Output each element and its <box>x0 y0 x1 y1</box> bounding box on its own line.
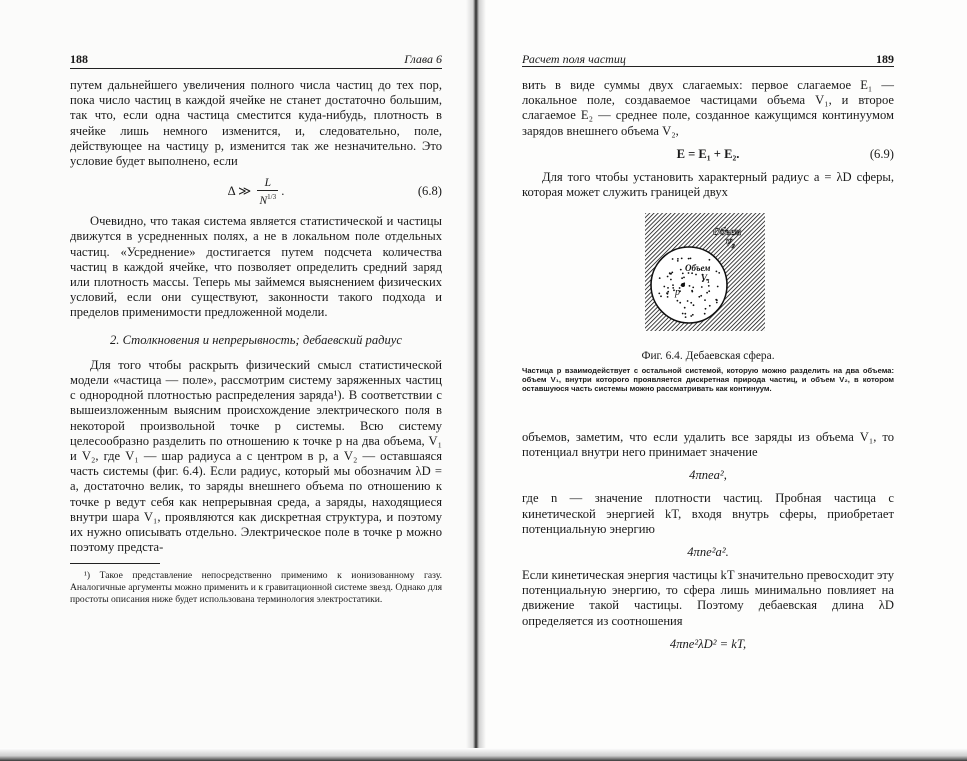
charge-dot <box>716 302 718 304</box>
figure-caption-note: Частица p взаимодействует с остальной системой, которую можно разделить на два объема: объем V₁, внутри которого проявляется дискретная природа частиц, и объем V₂, в котором оставшуюся часть системы можно рассматривать как континуум. <box>522 366 894 393</box>
charge-dot <box>679 302 681 304</box>
charge-dot <box>701 286 703 288</box>
charge-dot <box>698 296 700 298</box>
paragraph: Для того чтобы раскрыть физический смысл статистической модели «частица — поле», рассмотрим систему заряженных частиц с однородной плотностью распределения заряда¹). В соответствии с вышеизложенным выясним происхождение электрического поля в некоторой произвольной точке p системы. Всю систему целесообразно разделить по отношению к точке p на два объема, V₁ и V₂, где V₁ — шар радиуса a с центром в p, а V₂ — оставшаяся часть системы (фиг. 6.4). Если радиус, который мы обозначим λD = a, достаточно велик, то заряды внешнего объема по отношению к точке p ведут себя как непрерывная среда, а заряды, находящиеся внутри шара V₁, проявляются как дискретная структура, и поэтому их нужно описывать отдельно. Электрическое поле в точке p можно поэтому предста- <box>70 357 442 555</box>
debye-sphere-figure <box>645 213 765 331</box>
charge-dot <box>704 313 706 315</box>
charge-dot <box>692 314 694 316</box>
charge-dot <box>704 299 706 301</box>
charge-dot <box>700 295 702 297</box>
charge-dot <box>690 302 692 304</box>
book-gutter <box>466 0 486 761</box>
eq-numerator: L <box>257 177 278 191</box>
charge-dot <box>672 258 674 260</box>
charge-dot <box>677 258 679 260</box>
left-column <box>70 78 442 605</box>
charge-dot <box>687 300 689 302</box>
charge-dot <box>717 286 719 288</box>
charge-dot <box>705 308 707 310</box>
charge-dot <box>709 259 711 261</box>
charge-dot <box>708 290 710 292</box>
charge-dot <box>684 313 686 315</box>
running-head: Расчет поля частиц <box>522 52 626 66</box>
charge-dot <box>681 258 683 260</box>
inner-label-v1: V₁ <box>701 273 711 283</box>
charge-dot <box>667 287 669 289</box>
charge-dot <box>680 269 682 271</box>
footnote: ¹) Такое представление непосредственно применимо к ионизованному газу. Аналогичные аргументы можно применить и к гравитационной системе звезд. Однако для простоты описания ниже будет использована терминология электростатики. <box>70 570 442 605</box>
outer-label-v2: V₂ <box>725 238 736 249</box>
charge-dot <box>663 286 665 288</box>
eq-expression: E = E₁ + E₂. <box>676 146 740 161</box>
right-column-bottom <box>522 430 894 660</box>
charge-dot <box>658 293 660 295</box>
charge-dot <box>685 316 687 318</box>
charge-dot <box>691 290 693 292</box>
charge-dot <box>682 273 684 275</box>
charge-dot <box>683 277 685 279</box>
inner-label: Объем <box>685 263 711 273</box>
equation-energy: 4πne²a². <box>687 545 729 560</box>
charge-dot <box>688 258 690 260</box>
charge-dot <box>667 296 669 298</box>
charge-dot <box>706 292 708 294</box>
charge-dot <box>684 307 686 309</box>
charge-dot <box>667 276 669 278</box>
charge-dot <box>670 279 672 281</box>
equation-6-8 <box>70 175 442 207</box>
page-bottom-edge <box>0 748 967 761</box>
point-label: p <box>675 287 680 298</box>
equation-6-9 <box>522 145 894 163</box>
eq-denominator <box>257 191 278 208</box>
paragraph: путем дальнейшего увеличения полного числа частиц до тех пор, пока число частиц в каждой ячейке не станет достаточно большим, так что, если одна частица сместится куда-нибудь, плотность в ячейке лишь немного изменится, и, следовательно, поле, действующее на частицу p, изменится так же незначительно. Это условие будет выполнено, если <box>70 78 442 169</box>
charge-dot <box>681 277 683 279</box>
charge-dot <box>667 291 669 293</box>
paragraph: где n — значение плотности частиц. Пробная частица с кинетической энергией kT, входя внутрь сферы, приобретает потенциальную энергию <box>522 491 894 536</box>
section-heading: 2. Столкновения и непрерывность; дебаевский радиус <box>110 332 402 347</box>
figure-caption: Фиг. 6.4. Дебаевская сфера. <box>641 350 775 362</box>
figure-svg <box>645 213 765 331</box>
paragraph: вить в виде суммы двух слагаемых: первое слагаемое E₁ — локальное поле, создаваемое частицами объема V₁, и второе слагаемое E₂ — среднее поле, созданное кажущимся континуумом зарядов внешнего объема V₂, <box>522 78 894 138</box>
right-column-top <box>522 78 894 200</box>
charge-dot <box>671 272 673 274</box>
charge-dot <box>709 305 711 307</box>
paragraph: Если кинетическая энергия частицы kT значительно превосходит эту потенциальную энергию, то сфера лишь минимально повлияет на движение такой частицы. Поэтому дебаевская длина λD определяется из соотношения <box>522 568 894 628</box>
page-number: 189 <box>876 52 894 66</box>
charge-dot <box>690 315 692 317</box>
charge-dot <box>677 300 679 302</box>
charge-dot <box>659 277 661 279</box>
charge-dot <box>677 260 679 262</box>
equation-debye: 4πne²λD² = kT, <box>669 636 747 651</box>
charge-dot <box>672 287 674 289</box>
charge-dot <box>716 299 718 301</box>
eq-denominator-base: N <box>259 194 268 207</box>
running-head: Глава 6 <box>404 52 442 66</box>
charge-dot <box>718 272 720 274</box>
charge-dot <box>660 295 662 297</box>
paragraph: Очевидно, что такая система является статистической и частицы движутся в усредненных полях, а не в локальном поле отдельных частиц. «Усреднение» достигается путем подсчета количества частиц в каждой ячейке, что позволяет определить средний заряд или плотность массы. Теперь мы займемся выяснением физических условий, если они существуют, законности такого подхода и пределов применимости предложенной модели. <box>70 214 442 320</box>
page-number: 188 <box>70 52 88 66</box>
charge-dot <box>689 285 691 287</box>
header-rule <box>70 68 442 69</box>
charge-dot <box>667 293 669 295</box>
eq-denominator-exponent: 1/3 <box>267 192 277 201</box>
charge-dot <box>695 274 697 276</box>
charge-dot <box>693 304 695 306</box>
charge-dot <box>716 271 718 273</box>
eq-lhs: Δ ≫ <box>227 184 252 199</box>
footnote-rule <box>70 563 160 564</box>
equation-number: (6.8) <box>417 184 442 199</box>
charge-dot <box>672 284 674 286</box>
charge-dot <box>708 285 710 287</box>
equation-potential: 4πnea², <box>689 468 727 483</box>
charge-dot <box>692 287 694 289</box>
charge-dot <box>682 313 684 315</box>
eq-fraction <box>257 177 278 208</box>
eq-tail: . <box>281 184 285 199</box>
charge-dot <box>690 258 692 260</box>
charge-dot <box>669 272 671 274</box>
particle-p <box>681 283 685 287</box>
outer-label: Объем <box>713 227 742 238</box>
paragraph: объемов, заметим, что если удалить все заряды из объема V₁, то потенциал внутри него принимает значение <box>522 430 894 460</box>
header-rule <box>522 66 894 67</box>
paragraph: Для того чтобы установить характерный радиус a = λD сферы, которая может служить границей двух <box>522 169 894 200</box>
equation-number: (6.9) <box>869 146 894 161</box>
